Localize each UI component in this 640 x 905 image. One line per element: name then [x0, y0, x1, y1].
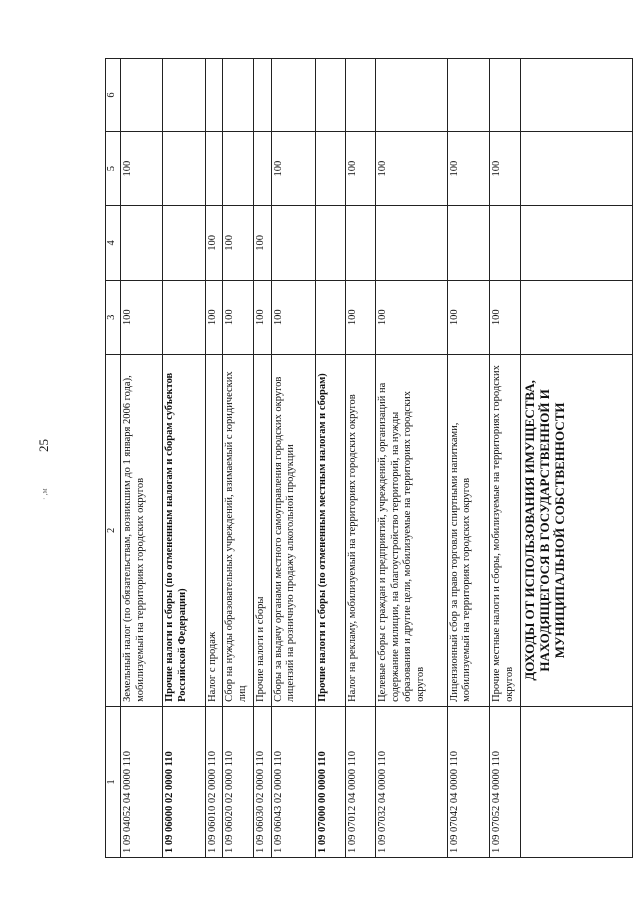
header-col-5: 5: [106, 132, 121, 206]
code-cell: 1 09 06020 02 0000 110: [223, 706, 254, 857]
code-cell: 1 09 07012 04 0000 110: [346, 706, 376, 857]
name-cell: Налог с продаж: [205, 354, 222, 706]
table-row: [163, 59, 205, 858]
table-row: [447, 59, 489, 858]
value-col-6: [316, 59, 346, 132]
value-col-5: 100: [271, 132, 316, 206]
value-col-3: [521, 280, 633, 354]
header-col-1: 1: [106, 706, 121, 857]
value-col-3: [163, 280, 205, 354]
value-col-5: 100: [376, 132, 447, 206]
name-cell: Земельный налог (по обязательствам, возникшим до 1 января 2006 года), мобилизуемый на территориях городских округов: [121, 354, 163, 706]
table-row: [223, 59, 254, 858]
value-col-3: 100: [205, 280, 222, 354]
value-col-3: 100: [254, 280, 271, 354]
value-col-5: [163, 132, 205, 206]
value-col-3: 100: [121, 280, 163, 354]
value-col-4: [316, 206, 346, 280]
value-col-5: 100: [121, 132, 163, 206]
code-cell: [521, 706, 633, 857]
table-header-row: [106, 59, 121, 858]
value-col-6: [163, 59, 205, 132]
table-row: [205, 59, 222, 858]
value-col-4: 100: [205, 206, 222, 280]
value-col-6: [447, 59, 489, 132]
name-cell: ДОХОДЫ ОТ ИСПОЛЬЗОВАНИЯ ИМУЩЕСТВА, НАХОДЯЩЕГОСЯ В ГОСУДАРСТВЕННОЙ И МУНИЦИПАЛЬНОЙ СОБСТВЕННОСТИ: [521, 354, 633, 706]
value-col-3: 100: [346, 280, 376, 354]
value-col-6: [223, 59, 254, 132]
code-cell: 1 09 06043 02 0000 110: [271, 706, 316, 857]
code-cell: 1 09 07032 04 0000 110: [376, 706, 447, 857]
header-col-4: 4: [106, 206, 121, 280]
header-col-3: 3: [106, 280, 121, 354]
value-col-4: [490, 206, 521, 280]
revenue-code-table: [105, 58, 633, 858]
value-col-4: [447, 206, 489, 280]
value-col-3: 100: [223, 280, 254, 354]
value-col-6: [490, 59, 521, 132]
name-cell: Прочие налоги и сборы (по отмененным налогам и сборам субъектов Российской Федерации): [163, 354, 205, 706]
value-col-6: [205, 59, 222, 132]
value-col-5: [205, 132, 222, 206]
value-col-4: [163, 206, 205, 280]
value-col-5: [521, 132, 633, 206]
value-col-6: [121, 59, 163, 132]
value-col-5: [254, 132, 271, 206]
value-col-4: [346, 206, 376, 280]
name-cell: Целевые сборы с граждан и предприятий, учреждений, организаций на содержание милиции, на благоустройство территорий, на нужды образования и другие цели, мобилизуемые на территориях городских округов: [376, 354, 447, 706]
value-col-4: 100: [223, 206, 254, 280]
header-col-2: 2: [106, 354, 121, 706]
table-row: [490, 59, 521, 858]
value-col-3: 100: [271, 280, 316, 354]
table-row: [316, 59, 346, 858]
name-cell: Прочие местные налоги и сборы, мобилизуемые на территориях городских округов: [490, 354, 521, 706]
code-cell: 1 09 07042 04 0000 110: [447, 706, 489, 857]
code-cell: 1 09 07000 00 0000 110: [316, 706, 346, 857]
value-col-6: [376, 59, 447, 132]
table-row: [521, 59, 633, 858]
name-cell: Прочие налоги и сборы (по отмененным местным налогам и сборам): [316, 354, 346, 706]
value-col-4: [521, 206, 633, 280]
header-col-6: 6: [106, 59, 121, 132]
value-col-5: [223, 132, 254, 206]
code-cell: 1 09 06010 02 0000 110: [205, 706, 222, 857]
code-cell: 1 09 06000 02 0000 110: [163, 706, 205, 857]
value-col-3: 100: [376, 280, 447, 354]
name-cell: Прочие налоги и сборы: [254, 354, 271, 706]
value-col-4: [271, 206, 316, 280]
name-cell: Лицензионный сбор за право торговли спиртными напитками, мобилизуемый на территориях городских округов: [447, 354, 489, 706]
name-cell: Налог на рекламу, мобилизуемый на территориях городских округов: [346, 354, 376, 706]
page-number: 25: [36, 439, 51, 452]
table-row: [376, 59, 447, 858]
value-col-3: [316, 280, 346, 354]
value-col-5: [316, 132, 346, 206]
table-row: [121, 59, 163, 858]
value-col-6: [271, 59, 316, 132]
value-col-5: 100: [447, 132, 489, 206]
value-col-4: 100: [254, 206, 271, 280]
table-row: [346, 59, 376, 858]
value-col-4: [121, 206, 163, 280]
value-col-5: 100: [490, 132, 521, 206]
rotated-table-wrapper: [105, 58, 633, 858]
code-cell: 1 09 07052 04 0000 110: [490, 706, 521, 857]
name-cell: Сбор на нужды образовательных учреждений, взимаемый с юридических лиц: [223, 354, 254, 706]
code-cell: 1 09 06030 02 0000 110: [254, 706, 271, 857]
value-col-6: [254, 59, 271, 132]
name-cell: Сборы за выдачу органами местного самоуправления городских округов лицензий на розничную продажу алкогольной продукции: [271, 354, 316, 706]
value-col-3: 100: [490, 280, 521, 354]
table-row: [271, 59, 316, 858]
value-col-6: [346, 59, 376, 132]
value-col-4: [376, 206, 447, 280]
value-col-6: [521, 59, 633, 132]
table-row: [254, 59, 271, 858]
value-col-5: 100: [346, 132, 376, 206]
value-col-3: 100: [447, 280, 489, 354]
scan-specks: · ,м: [40, 488, 49, 500]
code-cell: 1 09 04052 04 0000 110: [121, 706, 163, 857]
table-body: [121, 59, 633, 858]
